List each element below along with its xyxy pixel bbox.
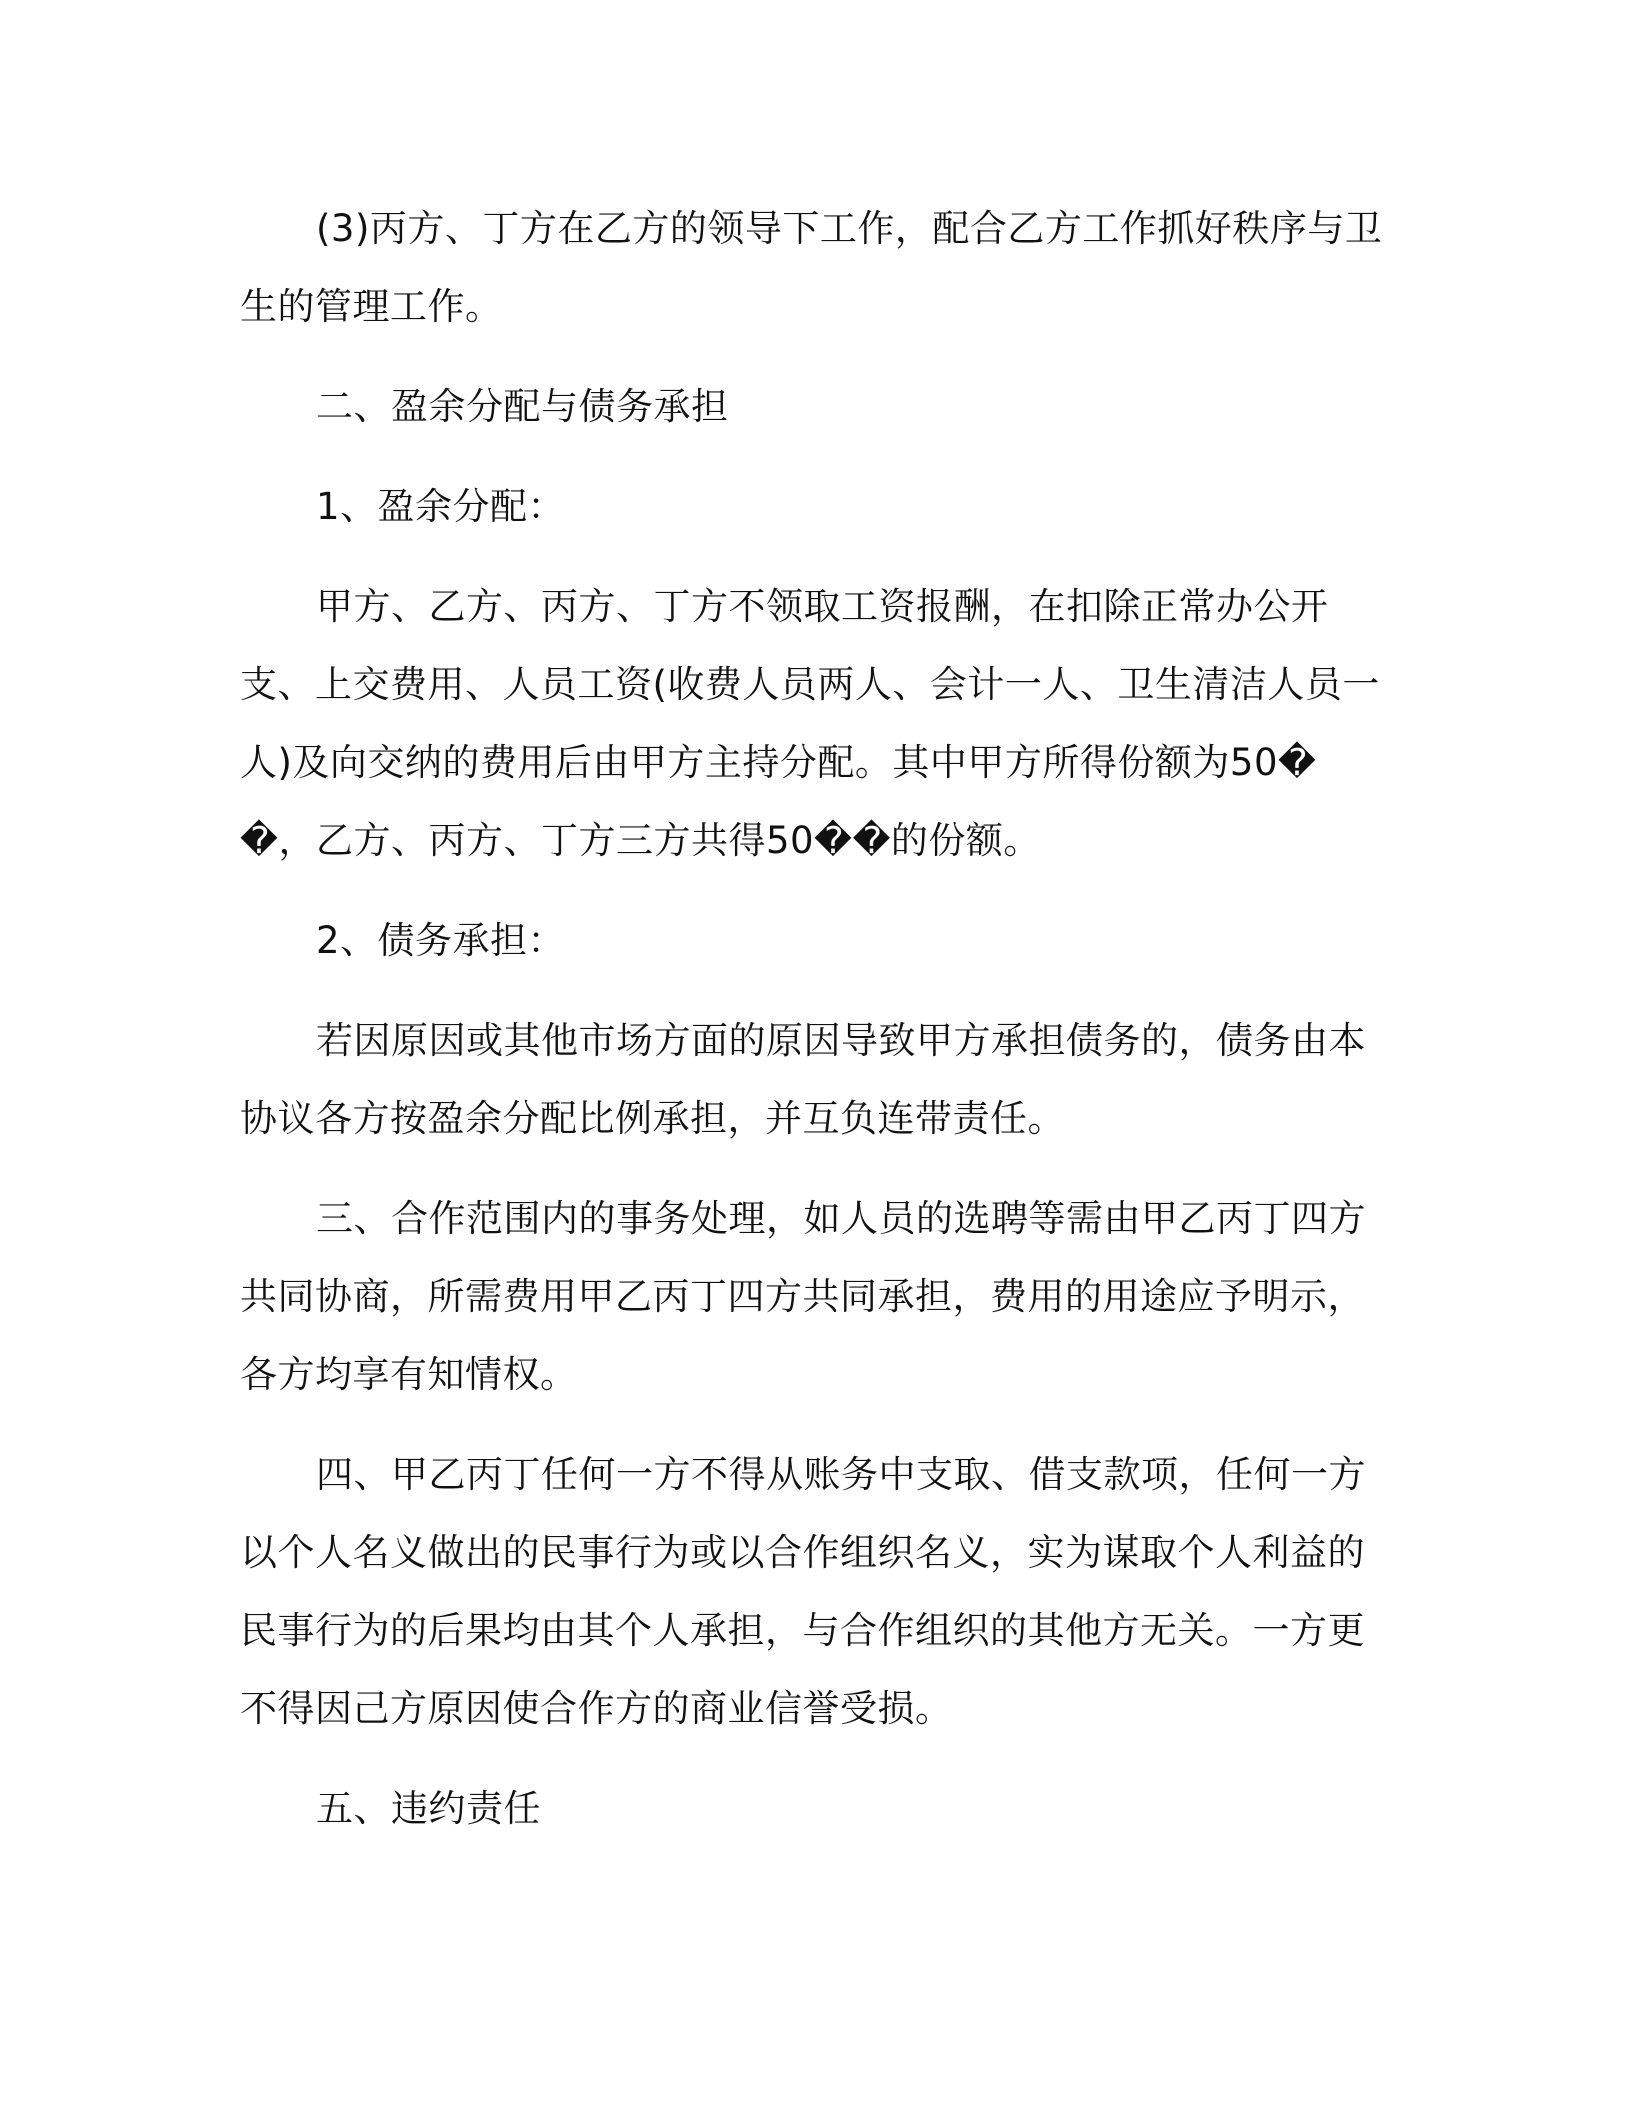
document-body: [240, 190, 1390, 1848]
subheading-profit-distribution: 1、盈余分配：: [316, 485, 566, 528]
paragraph-debt-bearing: 若因原因或其他市场方面的原因导致甲方承担债务的，债务由本协议各方按盈余分配比例承担，并互负连带责任。: [240, 1019, 1366, 1140]
paragraph-clause-3: (3)丙方、丁方在乙方的领导下工作，配合乙方工作抓好秩序与卫生的管理工作。: [240, 207, 1383, 328]
section-paragraph-affairs: 三、合作范围内的事务处理，如人员的选聘等需由甲乙丙丁四方共同协商，所需费用甲乙丙丁四方共同承担，费用的用途应予明示，各方均享有知情权。: [240, 1197, 1366, 1396]
section-heading-liability: 五、违约责任: [316, 1787, 541, 1830]
subheading-debt-bearing: 2、债务承担：: [316, 919, 566, 962]
paragraph-profit-distribution: 甲方、乙方、丙方、丁方不领取工资报酬，在扣除正常办公开支、上交费用、人员工资(收费人员两人、会计一人、卫生清洁人员一人)及向交纳的费用后由甲方主持分配。其中甲方所得份额为50��，乙方、丙方、丁方三方共得50��的份额。: [240, 585, 1380, 862]
section-paragraph-withdrawals: 四、甲乙丙丁任何一方不得从账务中支取、借支款项，任何一方以个人名义做出的民事行为或以合作组织名义，实为谋取个人利益的民事行为的后果均由其个人承担，与合作组织的其他方无关。一方更不得因己方原因使合作方的商业信誉受损。: [240, 1453, 1366, 1730]
section-heading-profit-debt: 二、盈余分配与债务承担: [316, 385, 729, 428]
